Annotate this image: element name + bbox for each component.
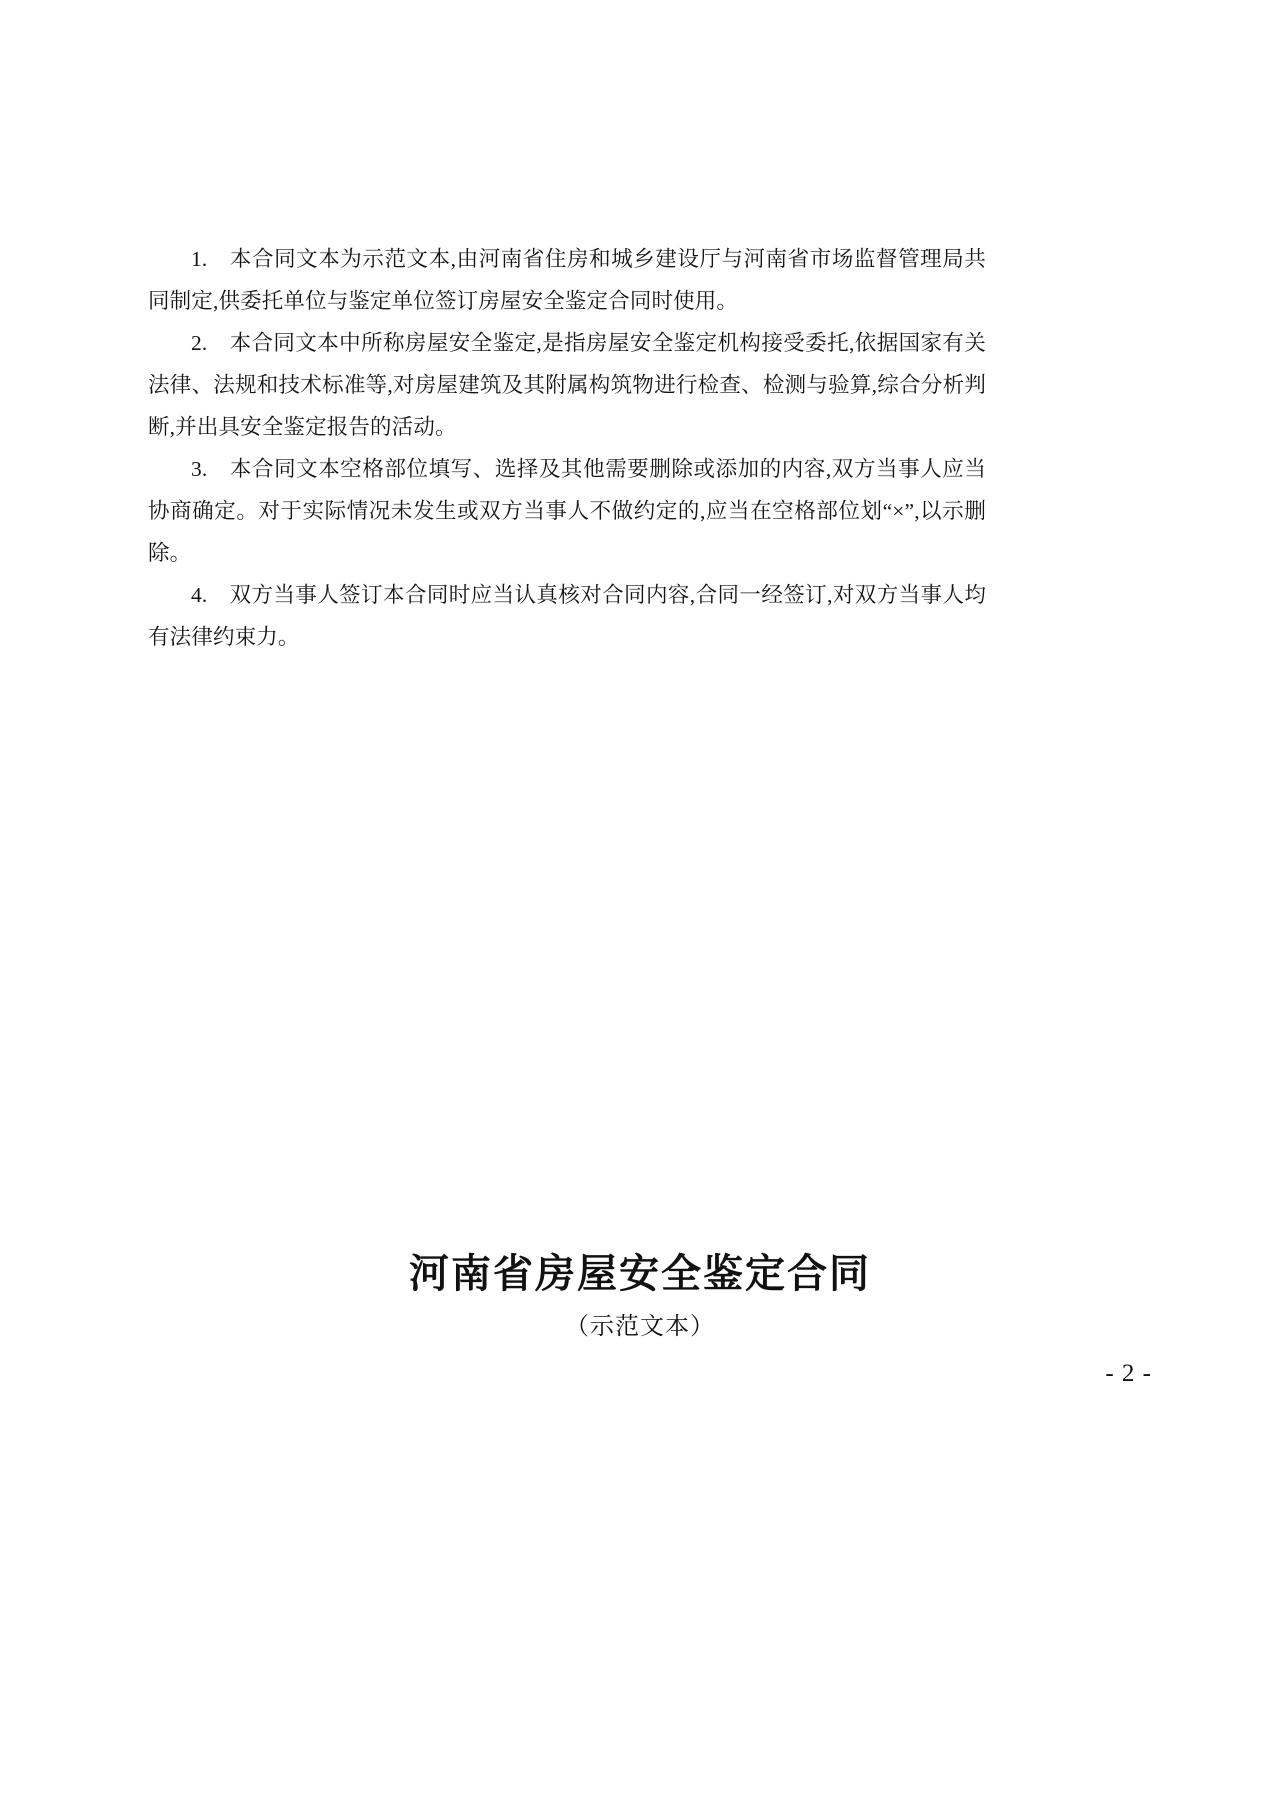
instructions-text-block [148, 238, 986, 658]
instruction-paragraph-2: 2. 本合同文本中所称房屋安全鉴定,是指房屋安全鉴定机构接受委托,依据国家有关法律、法规和技术标准等,对房屋建筑及其附属构筑物进行检查、检测与验算,综合分析判断,并出具安全鉴定报告的活动。 [148, 331, 986, 439]
instruction-paragraph-3: 3. 本合同文本空格部位填写、选择及其他需要删除或添加的内容,双方当事人应当协商确定。对于实际情况未发生或双方当事人不做约定的,应当在空格部位划“×”,以示删除。 [148, 457, 986, 565]
document-title-block [0, 1248, 1280, 1346]
page-number: - 2 - [1105, 1360, 1152, 1387]
instruction-paragraph-4: 4. 双方当事人签订本合同时应当认真核对合同内容,合同一经签订,对双方当事人均有法律约束力。 [148, 583, 986, 649]
document-subtitle: （示范文本） [565, 1312, 715, 1340]
document-main-title: 河南省房屋安全鉴定合同 [409, 1251, 871, 1297]
instruction-paragraph-1: 1. 本合同文本为示范文本,由河南省住房和城乡建设厅与河南省市场监督管理局共同制定,供委托单位与鉴定单位签订房屋安全鉴定合同时使用。 [148, 247, 986, 313]
